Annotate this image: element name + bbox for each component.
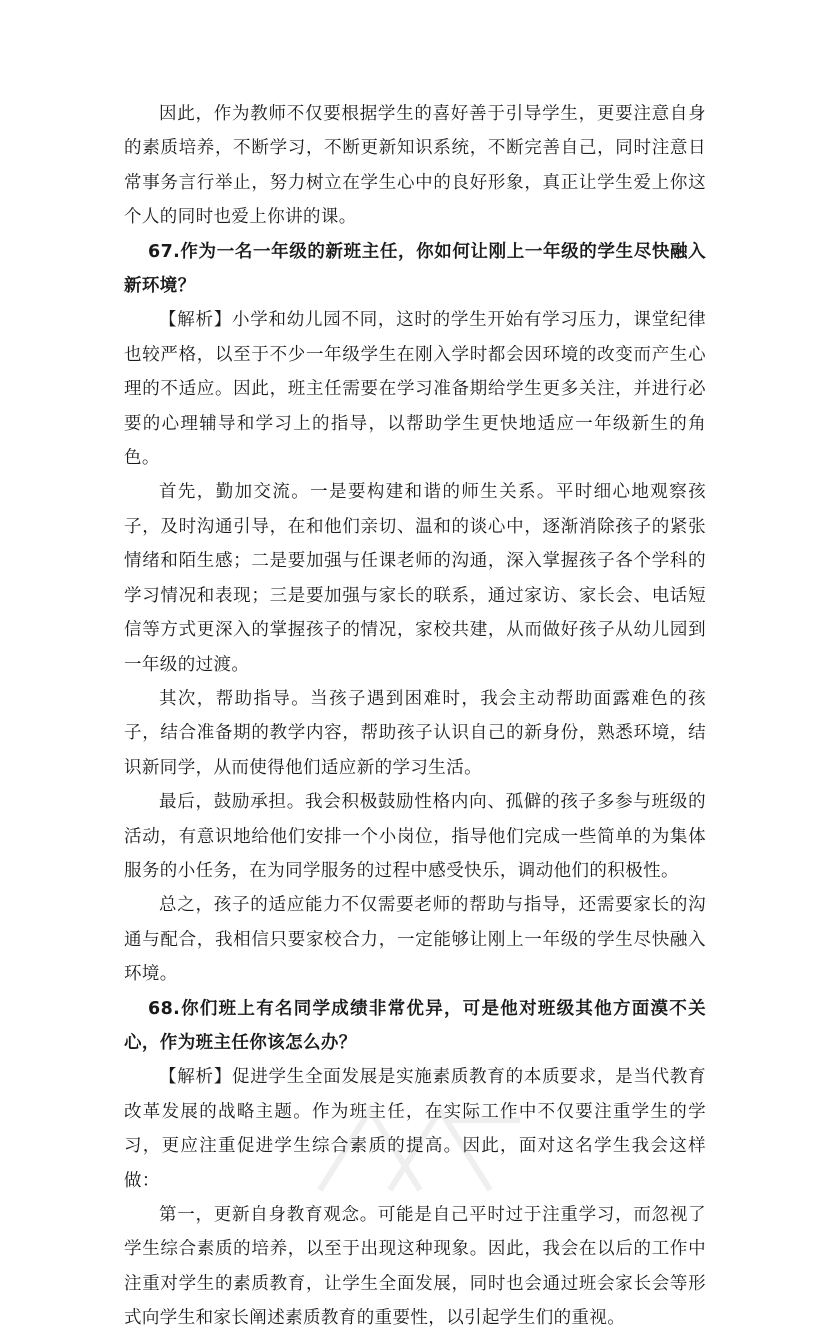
paragraph-first-67: 首先，勤加交流。一是要构建和谐的师生关系。平时细心地观察孩子，及时沟通引导，在和他们亲切、温和的谈心中，逐渐消除孩子的紧张情绪和陌生感；二是要加强与任课老师的沟通，深入掌握孩子各个学科的学习情况和表现；三是要加强与家长的联系，通过家访、家长会、电话短信等方式更深入的掌握孩子的情况，家校共建，从而做好孩子从幼儿园到一年级的过渡。 [124, 482, 706, 675]
analysis-68: 【解析】促进学生全面发展是实施素质教育的本质要求，是当代教育改革发展的战略主题。作为班主任，在实际工作中不仅要注重学生的学习，更应注重促进学生综合素质的提高。因此，面对这名学生我会这样做： [124, 1067, 706, 1191]
document-body [124, 97, 706, 1336]
paragraph-summary-67: 总之，孩子的适应能力不仅需要老师的帮助与指导，还需要家长的沟通与配合，我相信只要家校合力，一定能够让刚上一年级的学生尽快融入环境。 [124, 895, 706, 985]
paragraph-last-67: 最后，鼓励承担。我会积极鼓励性格内向、孤僻的孩子多参与班级的活动，有意识地给他们安排一个小岗位，指导他们完成一些简单的为集体服务的小任务，在为同学服务的过程中感受快乐，调动他们的积极性。 [124, 792, 706, 881]
analysis-67: 【解析】小学和幼儿园不同，这时的学生开始有学习压力，课堂纪律也较严格，以至于不少一年级学生在刚入学时都会因环境的改变而产生心理的不适应。因此，班主任需要在学习准备期给学生更多关注，并进行必要的心理辅导和学习上的指导，以帮助学生更快地适应一年级新生的角色。 [124, 310, 706, 469]
paragraph-conclusion-66: 因此，作为教师不仅要根据学生的喜好善于引导学生，更要注意自身的素质培养，不断学习，不断更新知识系统，不断完善自己，同时注意日常事务言行举止，努力树立在学生心中的良好形象，真正让学生爱上你这个人的同时也爱上你讲的课。 [124, 104, 706, 228]
paragraph-second-67: 其次，帮助指导。当孩子遇到困难时，我会主动帮助面露难色的孩子，结合准备期的教学内容，帮助孩子认识自己的新身份，熟悉环境，结识新同学，从而使得他们适应新的学习生活。 [124, 688, 706, 778]
paragraph-first-68: 第一，更新自身教育观念。可能是自己平时过于注重学习，而忽视了学生综合素质的培养，以至于出现这种现象。因此，我会在以后的工作中注重对学生的素质教育，让学生全面发展，同时也会通过班会家长会等形式向学生和家长阐述素质教育的重要性，以引起学生们的重视。 [124, 1205, 706, 1329]
question-67: 67.作为一名一年级的新班主任，你如何让刚上一年级的学生尽快融入新环境？ [124, 241, 706, 297]
question-68: 68.你们班上有名同学成绩非常优异，可是他对班级其他方面漠不关心，作为班主任你该怎么办？ [124, 998, 706, 1053]
